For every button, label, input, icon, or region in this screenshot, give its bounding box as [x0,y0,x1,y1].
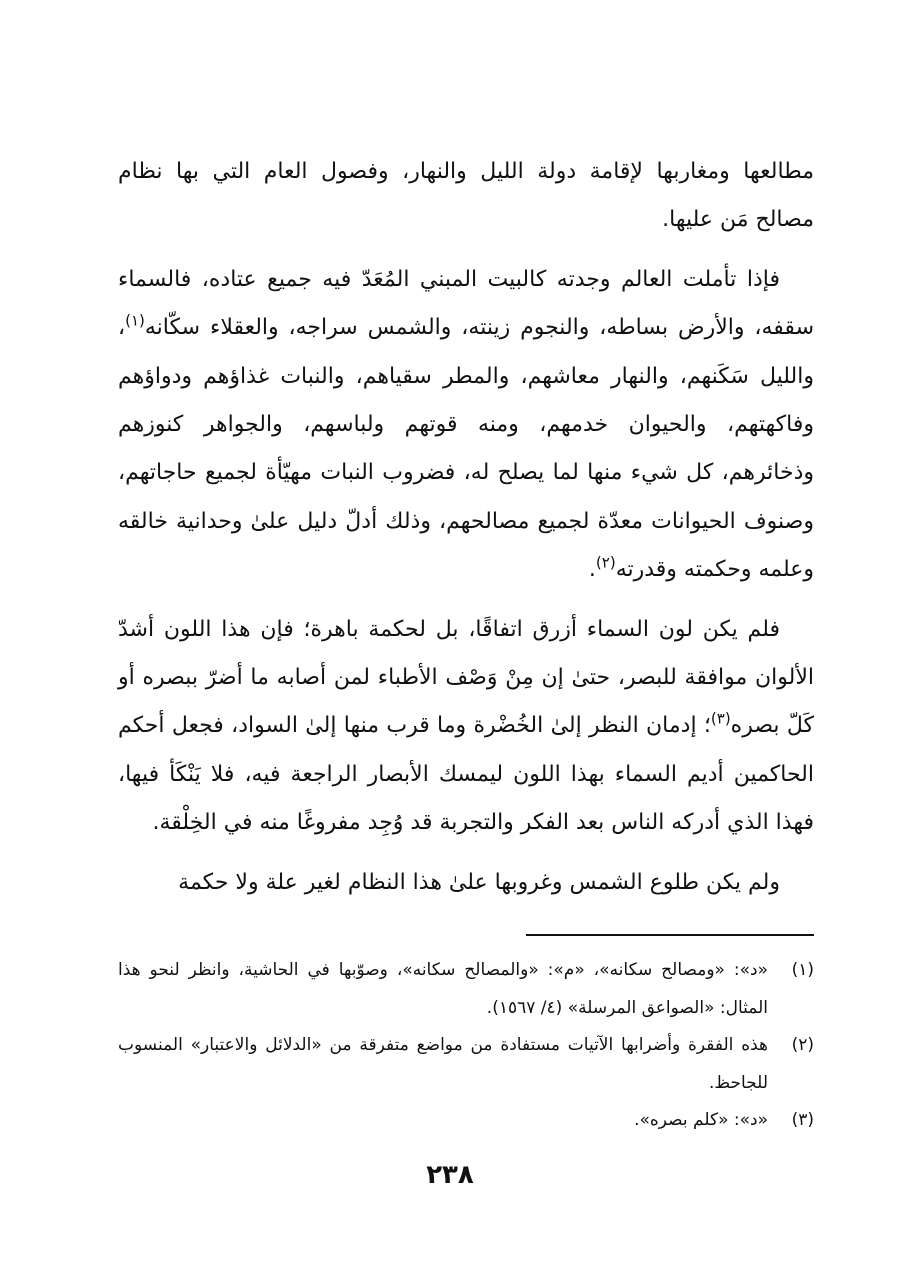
paragraph-2-part-3: . [588,557,596,583]
footnote-separator [526,934,814,936]
footnotes [118,952,814,1140]
footnote-ref-2: (٢) [595,553,616,572]
footnote-number: (٣) [791,1110,814,1130]
footnote-text: «د»: «ومصالح سكانه»، «م»: «والمصالح سكانه»، وصوّبها في الحاشية، وانظر لنحو هذا المثال: «الصواعق المرسلة» (٤/ ١٥٦٧). [118,960,768,1018]
footnote-2 [118,1027,814,1102]
paragraph-3 [118,606,814,848]
paragraph-3-part-1: فلم يكن لون السماء أزرق اتفاقًا، بل لحكمة باهرة؛ فإن هذا اللون أشدّ الألوان موافقة للبصر، حتىٰ إن مِنْ وَصْف الأطباء لمن أصابه ما أضرّ ببصره أو كَلّ بصره [118,616,814,739]
main-text [118,148,814,918]
footnote-text: «د»: «كلم بصره». [634,1110,768,1130]
footnote-text: هذه الفقرة وأضرابها الآتيات مستفادة من مواضع متفرقة من «الدلائل والاعتبار» المنسوب للجاحظ. [118,1035,768,1093]
paragraph-2-part-2: ، والليل سَكَنهم، والنهار معاشهم، والمطر سقياهم، والنبات غذاؤهم ودواؤهم وفاكهتهم، والحيوان خدمهم، ومنه قوتهم ولباسهم، والجواهر كنوزهم وذخائرهم، كل شيء منها لما يصلح له، فضروب النبات مهيّأة لجميع حاجاتهم، وصنوف الحيوانات معدّة لجميع مصالحهم، وذلك أدلّ دليل علىٰ وحدانية خالقه وعلمه وحكمته وقدرته [118,315,814,583]
paragraph-2 [118,256,814,595]
footnote-number: (٢) [791,1035,814,1055]
footnote-3 [118,1102,814,1140]
page-number: ٢٣٨ [426,1160,474,1190]
footnote-ref-1: (١) [125,311,145,330]
paragraph-4: ولم يكن طلوع الشمس وغروبها علىٰ هذا النظام لغير علة ولا حكمة [178,869,780,895]
paragraph-1: مطالعها ومغاربها لإقامة دولة الليل والنهار، وفصول العام التي بها نظام مصالح مَن عليها. [118,159,814,233]
paragraph-2-part-1: فإذا تأملت العالم وجدته كالبيت المبني المُعَدّ فيه جميع عتاده، فالسماء سقفه، والأرض بساطه، والنجوم زينته، والشمس سراجه، والعقلاء سكّانه [118,266,814,341]
footnote-1 [118,952,814,1027]
paragraph-3-part-2: ؛ إدمان النظر إلىٰ الخُضْرة وما قرب منها إلىٰ السواد، فجعل أحكم الحاكمين أديم السماء بهذا اللون ليمسك الأبصار الراجعة فيه، فلا يَنْكَأ فيها، فهذا الذي أدركه الناس بعد الفكر والتجربة قد وُجِد مفروغًا منه في الخِلْقة. [118,713,814,836]
footnote-ref-3: (٣) [710,710,731,729]
footnote-number: (١) [791,960,814,980]
